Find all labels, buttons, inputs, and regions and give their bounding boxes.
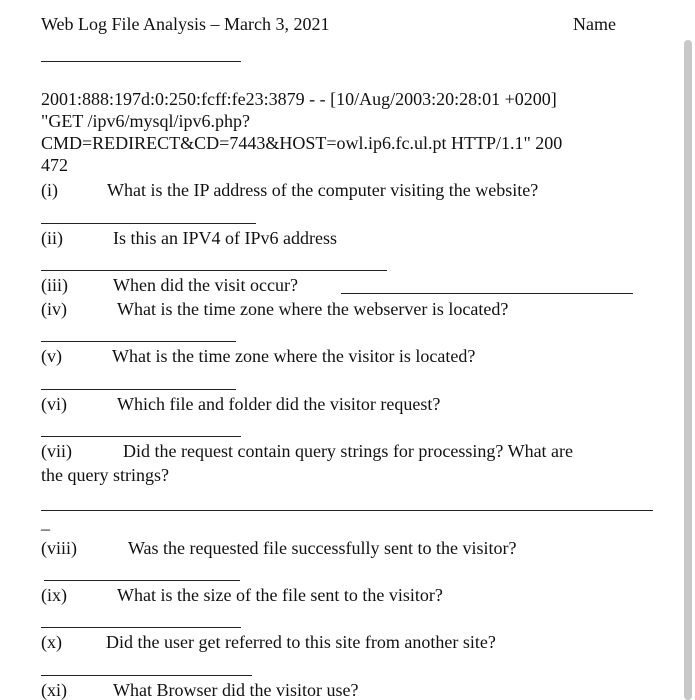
log-line-1: 2001:888:197d:0:250:fcff:fe23:3879 - - [10/Aug/2003:20:28:01 +0200] [41, 89, 557, 109]
question-text: What is the time zone where the webserver is located? [117, 299, 509, 319]
answer-line [41, 270, 387, 271]
answer-line [341, 293, 633, 294]
question-text: Was the requested file successfully sent to the visitor? [128, 538, 517, 558]
answer-line [41, 223, 256, 224]
question-number: (v) [41, 346, 62, 366]
question-text: Did the user get referred to this site from another site? [106, 632, 496, 652]
name-label: Name [573, 14, 616, 34]
question-number: (xi) [41, 680, 67, 700]
answer-line [41, 389, 236, 390]
question-number: (viii) [41, 538, 77, 558]
log-line-2: "GET /ipv6/mysql/ipv6.php? [41, 111, 251, 131]
answer-line [41, 510, 653, 511]
question-number: (vi) [41, 394, 67, 414]
question-text-continued: the query strings? [41, 465, 169, 485]
log-line-3: CMD=REDIRECT&CD=7443&HOST=owl.ip6.fc.ul.pt HTTP/1.1" 200 [41, 133, 563, 153]
question-text: What is the IP address of the computer visiting the website? [107, 180, 539, 200]
answer-line [41, 436, 241, 437]
question-number: (x) [41, 632, 62, 652]
answer-line [41, 341, 236, 342]
question-number: (vii) [41, 441, 72, 461]
question-text: When did the visit occur? [113, 275, 298, 295]
vertical-scrollbar[interactable] [684, 40, 692, 700]
question-text: Is this an IPV4 of IPv6 address [113, 228, 337, 248]
question-text: Which file and folder did the visitor request? [117, 394, 441, 414]
question-text: What is the time zone where the visitor is located? [112, 346, 476, 366]
answer-line [44, 580, 240, 581]
page-title: Web Log File Analysis – March 3, 2021 [41, 14, 330, 34]
answer-line [41, 675, 252, 676]
question-number: (iii) [41, 275, 68, 295]
question-number: (i) [41, 180, 58, 200]
answer-line [41, 627, 241, 628]
question-text: Did the request contain query strings for processing? What are [123, 441, 574, 461]
log-line-4: 472 [41, 155, 68, 175]
stray-mark: _ [41, 512, 50, 532]
name-answer-line [41, 61, 241, 62]
question-text: What Browser did the visitor use? [113, 680, 359, 700]
question-text: What is the size of the file sent to the visitor? [117, 585, 443, 605]
question-number: (iv) [41, 299, 67, 319]
question-number: (ii) [41, 228, 63, 248]
question-number: (ix) [41, 585, 67, 605]
